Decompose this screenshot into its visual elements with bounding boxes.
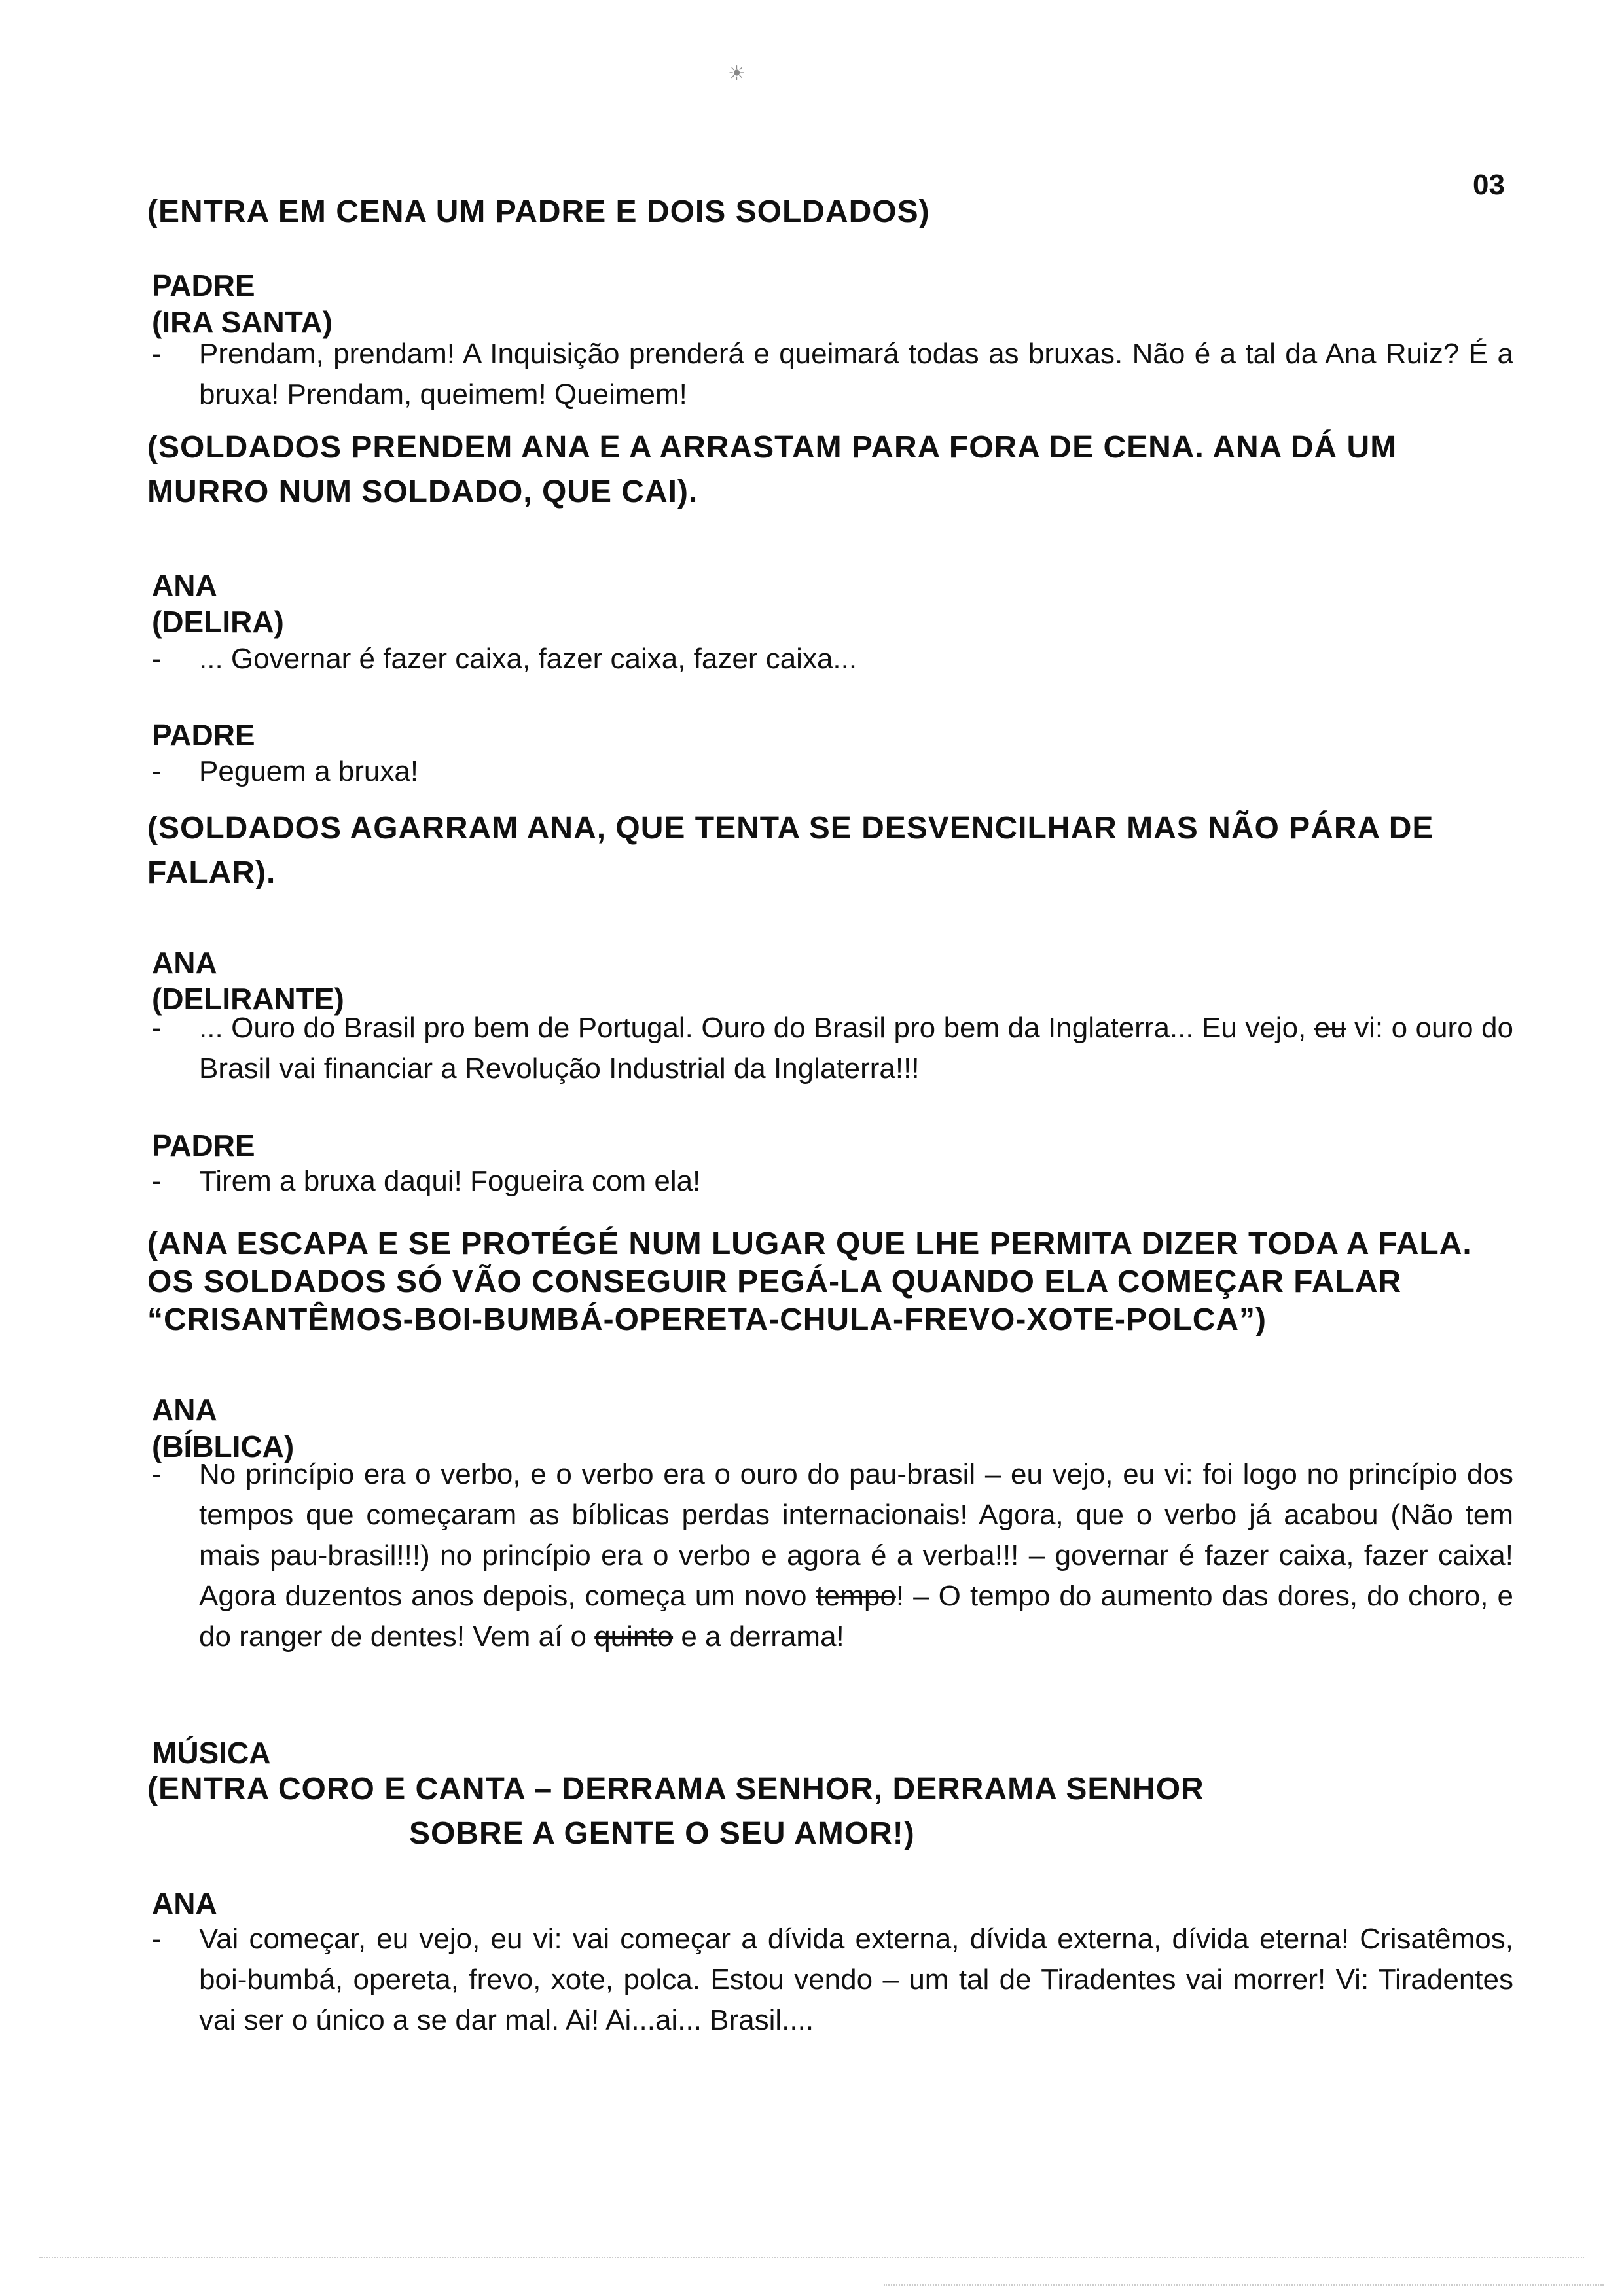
- song-line: SOBRE A GENTE O SEU AMOR!): [409, 1816, 915, 1851]
- dialogue-segment: e a derrama!: [673, 1621, 844, 1653]
- page-number: 03: [1473, 169, 1505, 201]
- character-direction: (DELIRA): [152, 605, 284, 639]
- dialogue-line: [152, 639, 1513, 679]
- stage-direction: (SOLDADOS AGARRAM ANA, QUE TENTA SE DESVENCILHAR MAS NÃO PÁRA DE FALAR).: [147, 811, 1434, 890]
- dialogue-dash: -: [152, 1923, 162, 1955]
- stage-direction: (ENTRA EM CENA UM PADRE E DOIS SOLDADOS): [147, 194, 930, 229]
- dialogue-dash: -: [152, 1458, 162, 1490]
- song-direction: [147, 1767, 1515, 1856]
- scan-artifact-icon: ☀: [728, 63, 746, 84]
- character-direction: (IRA SANTA): [152, 305, 333, 339]
- character-name: PADRE: [152, 718, 255, 752]
- character-name: PADRE: [152, 1128, 255, 1162]
- scan-edge-line: [39, 2257, 1584, 2258]
- dialogue-dash: -: [152, 755, 162, 787]
- song-line: (ENTRA CORO E CANTA – DERRAMA SENHOR, DERRAMA SENHOR: [147, 1772, 1204, 1806]
- dialogue-dash: -: [152, 1165, 162, 1197]
- dialogue-line: [152, 1008, 1513, 1089]
- struck-word: quinto: [594, 1621, 674, 1653]
- dialogue-text: ... Governar é fazer caixa, fazer caixa, fazer caixa...: [199, 643, 857, 675]
- dialogue-line: [152, 1161, 1513, 1202]
- dialogue-dash: -: [152, 338, 162, 370]
- character-name: MÚSICA: [152, 1736, 271, 1770]
- character-name: ANA: [152, 1393, 217, 1427]
- dialogue-text: [199, 1454, 1513, 1657]
- dialogue-line: [152, 1919, 1513, 2041]
- dialogue-dash: -: [152, 643, 162, 675]
- dialogue-line: [152, 334, 1513, 415]
- dialogue-segment: ... Ouro do Brasil pro bem de Portugal. Ouro do Brasil pro bem da Inglaterra... Eu vejo,: [199, 1012, 1307, 1044]
- character-name: ANA: [152, 1886, 217, 1920]
- struck-word: eu: [1314, 1012, 1346, 1044]
- stage-direction: (SOLDADOS PRENDEM ANA E A ARRASTAM PARA FORA DE CENA. ANA DÁ UM MURRO NUM SOLDADO, QUE CAI).: [147, 430, 1398, 509]
- character-direction: (BÍBLICA): [152, 1429, 295, 1463]
- stage-direction: (ANA ESCAPA E SE PROTÉGÉ NUM LUGAR QUE LHE PERMITA DIZER TODA A FALA. OS SOLDADOS SÓ VÃO CONSEGUIR PEGÁ-LA QUANDO ELA COMEÇAR FALAR “CRISANTÊMOS-BOI-BUMBÁ-OPERETA-CHULA-FREVO-XOTE-POLCA”): [147, 1227, 1472, 1337]
- character-name: ANA: [152, 946, 217, 980]
- dialogue-text: [199, 1008, 1513, 1089]
- dialogue-text: Prendam, prendam! A Inquisição prenderá e queimará todas as bruxas. Não é a tal da Ana Ruiz? É a bruxa! Prendam, queimem! Queimem!: [199, 338, 1513, 410]
- dialogue-text: Peguem a bruxa!: [199, 755, 419, 787]
- dialogue-dash: -: [152, 1012, 162, 1044]
- dialogue-text: Vai começar, eu vejo, eu vi: vai começar a dívida externa, dívida externa, dívida eterna! Crisatêmos, boi-bumbá, opereta, frevo, xote, polca. Estou vendo – um tal de Tiradentes vai morrer! Vi: Tiradentes vai ser o único a se dar mal. Ai! Ai...ai... Brasil....: [199, 1923, 1513, 2036]
- character-name: PADRE: [152, 268, 255, 302]
- dialogue-text: Tirem a bruxa daqui! Fogueira com ela!: [199, 1165, 701, 1197]
- dialogue-segment: vi: o ouro do Brasil vai financiar a Revolução Industrial da Inglaterra!!!: [199, 1012, 1513, 1085]
- dialogue-line: [152, 751, 1513, 792]
- character-direction: (DELIRANTE): [152, 982, 344, 1016]
- dialogue-line: [152, 1454, 1513, 1657]
- struck-word: tempo: [816, 1580, 896, 1612]
- dialogue-segment: No princípio era o verbo, e o verbo era o ouro do pau-brasil – eu vejo, eu vi: foi logo no princípio dos tempos que começaram as bíblicas perdas internacionais! Agora, que o verbo já acabou (Não tem mais pau-brasil!!!) no princípio era o verbo e agora é a verba!!! – governar é fazer caixa, fazer caixa! Agora duzentos anos depois, começa um novo: [199, 1458, 1513, 1612]
- scan-edge-line: [884, 2284, 1604, 2286]
- dialogue-segment: ! – O tempo do aumento das dores, do choro, e do ranger de dentes! Vem aí o: [199, 1580, 1514, 1653]
- character-name: ANA: [152, 568, 217, 602]
